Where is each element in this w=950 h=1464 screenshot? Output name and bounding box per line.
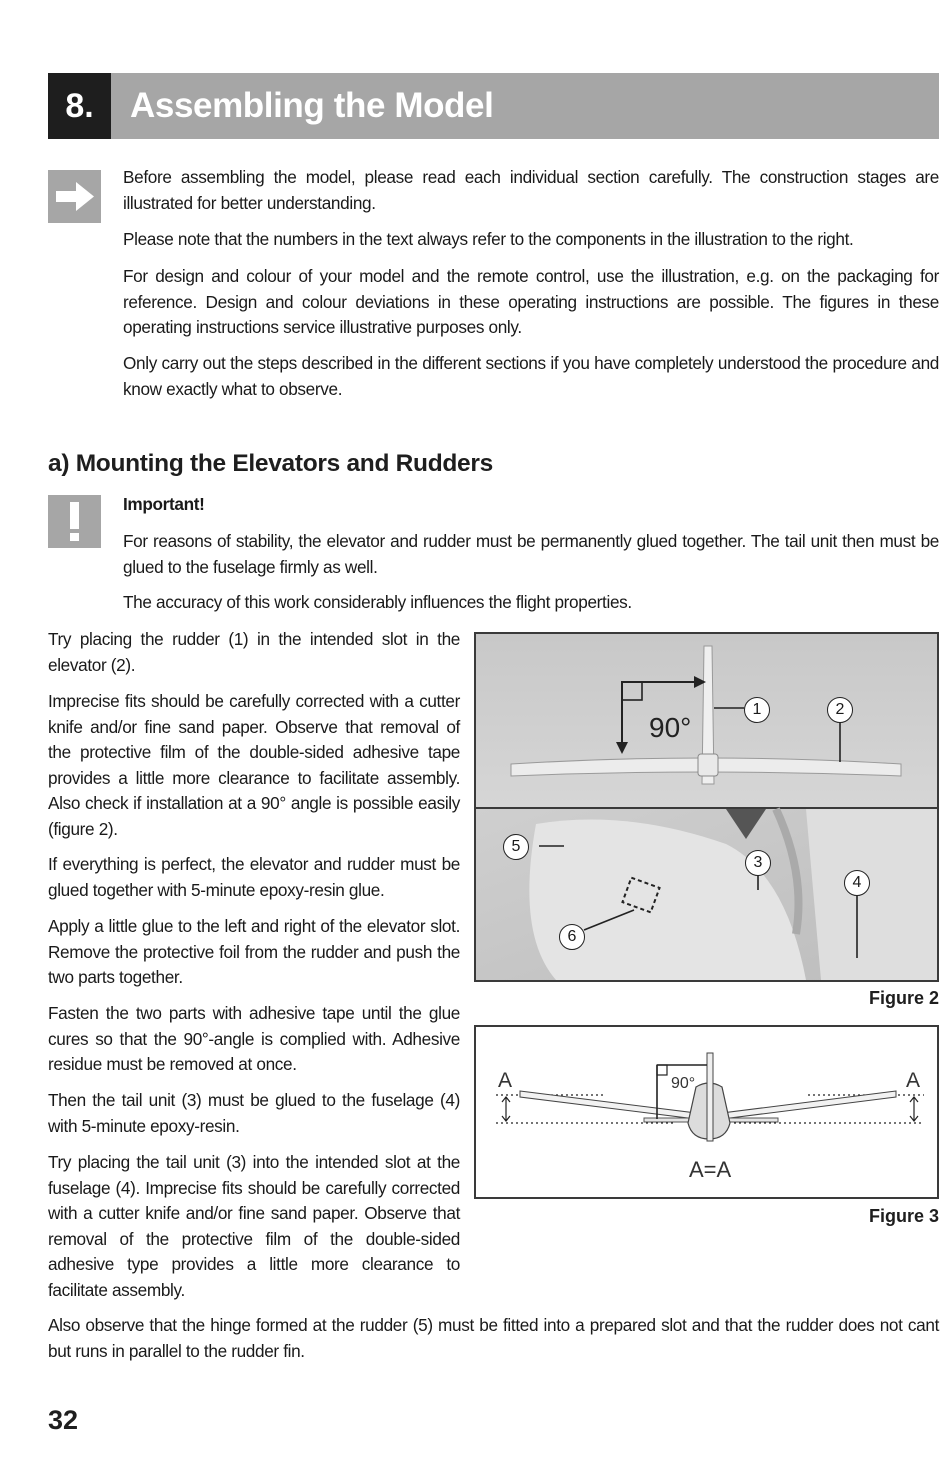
body-paragraph: Try placing the tail unit (3) into the intended slot at the fuselage (4). Imprecise fits should be carefully corrected with a cutter knife and/or fine sand paper. Observe that removal of the protective film of the double-sided adhesive type provides a little more clearance to facilitate assembly. xyxy=(48,1152,460,1300)
exclamation-icon xyxy=(48,495,101,548)
section-title: a) Mounting the Elevators and Rudders xyxy=(48,450,493,477)
callout-5: 5 xyxy=(503,834,529,860)
a-label-left: A xyxy=(498,1069,513,1092)
body-paragraph: Fasten the two parts with adhesive tape until the glue cures so that the 90°-angle is complied with. Adhesive residue must be removed at once. xyxy=(48,1003,460,1074)
intro-paragraph: Before assembling the model, please read each individual section carefully. The construction stages are illustrated for better understanding. xyxy=(123,167,939,213)
callout-2: 2 xyxy=(827,697,853,723)
figure-3-caption: Figure 3 xyxy=(868,1206,939,1226)
chapter-number: 8. xyxy=(48,73,111,139)
body-paragraph: Imprecise fits should be carefully corrected with a cutter knife and/or fine sand paper. Observe that removal of the protective film of the double-sided adhesive tape provides a little more clearance to facilitate assembly. Also check if installation at a 90° angle is possible easily (figure 2). xyxy=(48,691,460,839)
figure-3-diagram xyxy=(474,1025,939,1199)
figure-2-caption: Figure 2 xyxy=(868,988,939,1008)
equation-label: A=A xyxy=(689,1157,732,1182)
intro-paragraph: Only carry out the steps described in the different sections if you have completely understood the procedure and know exactly what to observe. xyxy=(123,353,939,399)
figure-2-photo xyxy=(474,632,939,982)
page-number: 32 xyxy=(48,1405,79,1435)
closing-paragraph: Also observe that the hinge formed at the rudder (5) must be fitted into a prepared slot and that the rudder does not cant but runs in parallel to the rudder fin. xyxy=(48,1315,939,1361)
important-paragraph: The accuracy of this work considerably influences the flight properties. xyxy=(123,592,632,612)
body-paragraph: Apply a little glue to the left and right of the elevator slot. Remove the protective foil from the rudder and push the two parts together. xyxy=(48,916,460,987)
callout-6: 6 xyxy=(559,924,585,950)
angle-label: 90° xyxy=(649,712,692,743)
arrow-right-icon xyxy=(48,170,101,223)
body-paragraph: Try placing the rudder (1) in the intended slot in the elevator (2). xyxy=(48,629,460,675)
intro-paragraph: For design and colour of your model and the remote control, use the illustration, e.g. on the packaging for reference. Design and colour deviations in these operating instructions are possible. The figures in these operating instructions service illustrative purposes only. xyxy=(123,266,939,337)
body-paragraph: Then the tail unit (3) must be glued to the fuselage (4) with 5-minute epoxy-resin. xyxy=(48,1090,460,1136)
intro-paragraph: Please note that the numbers in the text always refer to the components in the illustration to the right. xyxy=(123,229,854,249)
a-label-right: A xyxy=(906,1069,921,1092)
angle-label: 90° xyxy=(671,1075,696,1092)
callout-3: 3 xyxy=(745,850,771,876)
important-label: Important! xyxy=(123,494,205,514)
body-paragraph: If everything is perfect, the elevator and rudder must be glued together with 5-minute epoxy-resin glue. xyxy=(48,854,460,900)
important-paragraph: For reasons of stability, the elevator and rudder must be permanently glued together. The tail unit then must be glued to the fuselage firmly as well. xyxy=(123,531,939,577)
callout-4: 4 xyxy=(844,870,870,896)
chapter-title: Assembling the Model xyxy=(111,73,939,139)
callout-1: 1 xyxy=(744,697,770,723)
